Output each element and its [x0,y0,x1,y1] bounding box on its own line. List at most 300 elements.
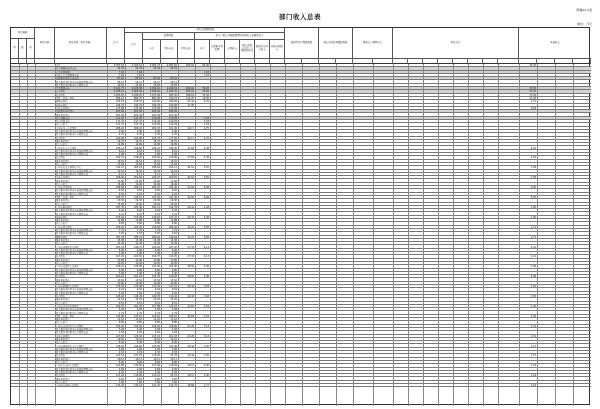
row-name: 事业单位医疗 [56,278,70,282]
row-other-income: 1.45 [530,314,536,318]
row-basic: 93.53 [170,374,177,378]
row-operating: 14.89 [153,143,160,147]
row-subtotal: 290.13 [133,186,142,190]
row-name: 机关事业单位职业年金缴费支出 [56,232,89,236]
row-subtotal: 4.08 [136,153,142,157]
row-other-income: 2.38 [530,265,536,269]
row-project: 400.91 [185,87,194,91]
row-operating: 149.92 [151,324,160,328]
row-basic: 2,649.19 [166,87,177,91]
row-name: 机关事业单位基本养老保险缴费支出 [56,169,93,173]
row-name: 住房公积金 [56,123,68,127]
row-name: 事业单位医疗 [56,139,70,143]
row-subtotal: 144.39 [133,295,142,298]
row-subtotal: 117.47 [133,120,142,124]
row-other-income: 6.45 [530,196,536,199]
row-name: 传染病医院 [56,103,68,107]
grid-line [393,64,394,406]
row-project: 19.57 [187,374,194,378]
row-basic: 156.00 [168,156,177,160]
row-subtotal: 175.09 [133,106,142,110]
row-basic: 200.55 [168,176,177,180]
row-operating: 233.04 [151,196,160,199]
row-total: 12.49 [117,242,124,246]
row-basic: 6.80 [171,268,177,272]
row-nontax: 4.38 [203,146,209,150]
row-operating: 181.12 [151,205,160,209]
row-basic: 6.42 [171,209,177,213]
row-total: 21.60 [117,179,124,183]
row-name: 广州市天河区人民医院 [56,384,79,388]
row-basic: 116.42 [168,295,177,298]
row-name: 事业单位医疗 [56,318,70,322]
grid-line [161,64,162,406]
row-name: 卫生健康支出 [56,87,70,91]
row-other-income: 1.31 [530,334,536,338]
row-subtotal: 880.70 [133,97,142,100]
row-basic: 11.10 [170,318,177,322]
row-total: 312.47 [115,166,124,170]
row-name: 机关事业单位职业年金缴费支出 [56,351,89,355]
row-basic: 110.29 [168,120,177,124]
row-total: 9.80 [118,222,124,226]
row-operating: 156.78 [151,275,160,279]
row-basic: 186.42 [168,225,177,229]
row-operating: 3,254.73 [149,64,160,67]
unit-label: 单位：万元 [576,22,592,26]
row-total: 2.79 [118,311,124,315]
grid-line [240,64,241,406]
row-basic: 2,445.70 [166,90,177,94]
row-other-income: 4.54 [530,156,536,160]
row-total: 13.52 [117,278,124,282]
row-total: 2.64 [118,331,124,335]
row-basic: 6.04 [171,288,177,292]
grid-line [373,64,374,406]
row-other-income: 1.71 [530,100,536,104]
row-name: 事业单位医疗 [56,377,70,381]
row-total: 5.17 [118,172,124,176]
row-basic: 112.79 [168,384,177,388]
row-subtotal: 2,904.89 [131,90,142,94]
row-basic: 132.05 [168,255,177,259]
row-subtotal: 239.12 [133,196,142,199]
row-operating: 180.16 [151,235,160,239]
row-operating: 6.96 [154,248,160,252]
row-operating: 6.04 [154,288,160,292]
row-total: 8.16 [118,149,124,153]
row-total: 203.49 [115,113,124,117]
row-basic: 128.28 [168,275,177,279]
grid-line [178,64,179,406]
row-basic: 146.94 [168,235,177,239]
row-operating: 8.30 [154,341,160,345]
row-basic: 2,853.82 [166,64,177,67]
row-total: 258.90 [115,176,124,180]
row-nontax: 6.55 [203,166,209,170]
row-basic: 5.17 [171,172,177,176]
row-name: 机关事业单位职业年金缴费支出 [56,370,89,374]
row-total: 7.18 [118,70,124,74]
row-name: 广州市胸科医院 [56,205,73,209]
page-title: 部门收入总表 [279,13,321,21]
row-operating: 246.76 [151,103,160,107]
grid-line [55,64,56,406]
row-basic: 2.64 [171,331,177,335]
row-project: 26.34 [187,215,194,219]
row-operating: 12.02 [153,298,160,302]
row-name: 广州市番禺区中心医院 [56,245,79,249]
row-operating: 4.84 [154,367,160,371]
row-subtotal: 305.19 [133,166,142,170]
row-operating: 3.87 [154,232,160,236]
row-subtotal: 87.16 [135,77,142,81]
row-project: 19.57 [187,364,194,368]
row-operating: 10.11 [153,357,160,361]
row-name: 综合医院 [56,136,66,140]
row-operating: 15.38 [153,238,160,242]
row-project: 27.32 [187,245,194,249]
row-operating: 123.19 [151,334,160,338]
row-operating: 137.66 [151,364,160,368]
row-operating: 6.42 [154,209,160,213]
row-operating: 9.65 [154,377,160,381]
row-total: 154.36 [115,324,124,328]
row-name: 机关事业单位职业年金缴费支出 [56,133,89,137]
row-name: 广州市从化区中医医院 [56,304,79,308]
row-name: 机关事业单位基本养老保险缴费支出 [56,80,93,84]
header-level-kuan: 款 [19,39,27,59]
form-number: 预算01-1表 [576,8,592,12]
row-other-income: 17.63 [529,93,536,97]
row-total: 10.34 [117,169,124,173]
row-subtotal: 195.86 [133,265,142,269]
row-name: 综合医院 [56,93,66,97]
row-operating: 4.08 [154,153,160,157]
table-row [11,384,591,387]
row-subtotal: 134.24 [133,384,142,388]
header-project: 项目支出 [178,40,195,59]
row-subtotal: 7.65 [136,380,142,384]
row-operating: 10.51 [153,337,160,341]
row-operating: 175.09 [151,106,160,110]
row-operating: 5.17 [154,172,160,176]
row-total: 117.47 [115,120,124,124]
row-nontax: 3.13 [203,324,209,328]
grid-line [573,64,574,406]
row-subtotal: 15.92 [135,202,142,206]
row-operating: 2.42 [154,370,160,374]
row-total: 6.04 [118,288,124,292]
row-basic: 106.97 [168,314,177,318]
row-project: 400.91 [185,64,194,67]
row-subtotal: 3.87 [136,232,142,236]
row-subtotal: 117.47 [133,123,142,127]
row-name: 机关事业单位基本养老保险缴费支出 [56,367,93,371]
row-operating: 9.40 [154,130,160,133]
row-subtotal: 153.09 [133,215,142,219]
row-subtotal: 5.06 [136,347,142,351]
row-operating: 20.36 [153,199,160,203]
row-operating: 2.64 [154,331,160,335]
grid-line [35,64,36,406]
row-basic: 4.91 [171,192,177,196]
row-total: 8.80 [118,321,124,325]
row-name: 事业单位医疗 [56,357,70,361]
row-basic: 3.87 [171,232,177,236]
row-total: 145.94 [115,295,124,298]
header-fiscal-special: 纳入一般公共预算管理的非税收入安排的资金 [195,33,285,40]
row-nontax: 4.46 [203,265,209,269]
row-total: 87.16 [117,77,124,81]
row-name: 住房保障支出 [56,116,70,120]
row-total: 5.58 [118,308,124,312]
row-operating: 10.95 [153,262,160,265]
row-operating: 159.37 [151,255,160,259]
row-total: 6.80 [118,268,124,272]
row-nontax: 3.63 [203,285,209,289]
row-name: 住房公积金 [56,143,68,147]
row-basic: 16.46 [170,182,177,186]
row-total: 5.06 [118,347,124,351]
row-subtotal: 8.16 [136,149,142,153]
row-subtotal: 10.51 [135,337,142,341]
grid-line [498,64,499,406]
row-total: 20.36 [117,199,124,203]
row-subtotal: 9.40 [136,130,142,133]
row-operating: 8.80 [154,321,160,325]
row-basic: 3.02 [171,291,177,295]
row-name: 公立医院 [56,90,66,94]
row-total: 148.22 [115,344,124,348]
row-basic: 13.64 [170,163,177,166]
grid-line [483,64,484,406]
grid-line [438,64,439,406]
row-other-income: 1.24 [530,374,536,378]
row-subtotal: 10.95 [135,262,142,265]
row-other-income: 0.59 [530,106,536,110]
row-name: 中医（民族）医院 [56,97,75,100]
row-subtotal: 13.64 [135,163,142,166]
row-total: 58.11 [117,80,124,84]
row-subtotal: 185.40 [133,205,142,209]
header-unit-code: 单位代码 [35,28,55,59]
row-basic: 4.70 [171,133,177,137]
row-operating: 861.40 [151,97,160,100]
row-project: 24.34 [187,285,194,289]
header-nontax-other: 其他非税收入 [270,40,285,59]
row-name: 机关事业单位职业年金缴费支出 [56,311,89,315]
row-name: 广州市白云区人民医院 [56,364,79,368]
row-operating: 7.65 [154,380,160,384]
row-name: 广州市中医医院 [56,186,73,190]
row-name: 广州市妇女儿童医疗中心 [56,166,82,170]
row-name: 住房公积金 [56,361,68,364]
row-name: 住房公积金 [56,380,68,384]
row-project: 22.64 [187,314,194,318]
row-other-income: 1.71 [530,235,536,239]
row-nontax: 4.28 [203,205,209,209]
row-name: 机关事业单位基本养老保险缴费支出 [56,149,93,153]
row-total: 4.84 [118,367,124,371]
row-operating: 215.73 [151,136,160,140]
row-name: 事业单位医疗 [56,238,70,242]
grid-line [195,64,196,406]
row-nontax: 6.32 [203,100,209,104]
row-operating: 18.75 [153,139,160,143]
row-operating: 110.29 [151,123,160,127]
row-total: 176.53 [115,285,124,289]
row-name: 事业单位医疗 [56,159,70,163]
row-operating: 9.82 [154,189,160,193]
row-nontax: 2.90 [203,364,209,368]
row-basic: 9.40 [171,130,177,133]
row-other-income: 7.28 [530,166,536,170]
row-nontax: 7.18 [203,123,209,127]
row-project: 63.42 [187,100,194,104]
row-operating: 3.48 [154,252,160,256]
row-operating: 8.00 [154,361,160,364]
row-basic: 2.79 [171,311,177,315]
row-operating: 87.16 [153,77,160,81]
row-name: 事业单位医疗 [56,258,70,262]
row-operating: 58.11 [153,80,160,84]
row-subtotal: 4.70 [136,133,142,137]
row-subtotal: 3.40 [136,271,142,275]
grid-line [19,64,20,406]
row-operating: 29.05 [153,83,160,87]
row-subtotal: 6.04 [136,288,142,292]
row-other-income: 33.35 [529,87,536,91]
row-subtotal: 146.95 [133,344,142,348]
row-name: 机关事业单位基本养老保险缴费支出 [56,189,93,193]
row-total: 7.65 [118,380,124,384]
row-total: 12.02 [117,298,124,302]
row-subtotal: 5.58 [136,308,142,312]
row-nontax: 32.56 [202,93,209,97]
row-basic: 3.48 [171,252,177,256]
row-name: 广州市南沙区第六人民医院 [56,324,84,328]
row-name: 住房公积金 [56,262,68,265]
row-basic: 8.00 [171,361,177,364]
row-total: 94.34 [117,67,124,71]
row-total: 141.80 [115,364,124,368]
row-operating: 236.22 [151,146,160,150]
row-name: 机关事业单位基本养老保险缴费支出 [56,248,93,252]
row-basic: 10.90 [170,281,177,285]
row-basic: 15.38 [170,238,177,242]
row-project: 27.32 [187,255,194,259]
row-name: 住房公积金 [56,163,68,166]
row-basic: 12.88 [170,219,177,223]
row-total: 155.04 [115,215,124,219]
row-operating: 1,153.46 [149,93,160,97]
row-name: 机关事业单位职业年金缴费支出 [56,83,89,87]
row-name: 机关事业单位基本养老保险缴费支出 [56,347,93,351]
row-name: 机关事业单位基本养老保险缴费支出 [56,130,93,133]
row-name: 住房公积金 [56,182,68,186]
row-name: 机关事业单位职业年金缴费支出 [56,153,89,157]
row-subtotal: 2.53 [136,351,142,355]
row-nontax: 7.18 [203,116,209,120]
row-basic: 749.15 [168,97,177,100]
row-name: 精神病医院 [56,100,68,104]
row-project: 44.52 [187,166,194,170]
row-other-income: 1.45 [530,304,536,308]
header-subtotal-2: 小计 [143,40,161,59]
row-subtotal: 10.34 [135,169,142,173]
row-operating: 15.92 [153,202,160,206]
row-total: 187.35 [115,205,124,209]
row-total: 175.68 [115,106,124,110]
row-subtotal: 6.96 [136,248,142,252]
row-subtotal: 2.64 [136,331,142,335]
row-total: 135.42 [115,384,124,388]
row-name: 其他专科医院 [56,176,70,180]
row-basic: 9.65 [171,377,177,381]
row-subtotal: 16.52 [135,159,142,163]
row-other-income: 1.27 [530,354,536,358]
header-gov-fund: 政府性基金预算拨款 [285,28,319,59]
row-total: 268.22 [115,126,124,130]
row-name: 机关事业单位基本养老保险缴费支出 [56,288,93,292]
row-nontax: 7.18 [203,120,209,124]
header-subject-code: 科目编码 [11,28,35,39]
header-unit-name: 单位名称（科目名称） [55,28,107,59]
row-nontax: 6.08 [203,196,209,199]
row-basic: 10.34 [170,169,177,173]
row-basic: 9.82 [171,189,177,193]
row-basic: 229.68 [168,103,177,107]
row-subtotal: 12.02 [135,298,142,302]
row-total: 162.87 [115,304,124,308]
row-name: 事业单位医疗 [56,113,70,117]
row-project: 44.52 [187,176,194,180]
row-basic: 175.09 [168,106,177,110]
header-nontax-resource: 国有资源（资产）有偿使用收入 [240,40,255,59]
row-project: 42.17 [187,136,194,140]
row-total: 245.14 [115,146,124,150]
row-subtotal: 1,186.02 [131,93,142,97]
row-basic: 118.09 [168,364,177,368]
row-total: 2,938.24 [113,90,124,94]
row-subtotal: 203.49 [133,113,142,117]
row-name: 中医（民族）医院 [56,196,75,199]
row-basic: 3.40 [171,271,177,275]
row-total: 117.47 [115,116,124,120]
row-subtotal: 163.50 [133,255,142,259]
row-operating: 4.91 [154,192,160,196]
row-subtotal: 246.76 [133,103,142,107]
row-total: 187.43 [115,235,124,239]
row-operating: 10.90 [153,281,160,285]
grid-line [555,64,556,406]
row-total: 10.95 [117,262,124,265]
row-subtotal: 126.32 [133,334,142,338]
row-total: 3.02 [118,291,124,295]
row-nontax: 6.08 [203,186,209,190]
row-operating: 16.46 [153,182,160,186]
row-other-income: 4.41 [530,245,536,249]
row-operating: 298.64 [151,166,160,170]
row-operating: 203.49 [151,113,160,117]
header-fiscal-account: 财政专户管理资金 [353,28,393,59]
row-name: 机关事业单位职业年金缴费支出 [56,172,89,176]
row-basic: 29.05 [170,83,177,87]
row-subtotal: 117.47 [133,116,142,120]
row-total: 15.92 [117,202,124,206]
row-operating: 191.40 [151,265,160,269]
